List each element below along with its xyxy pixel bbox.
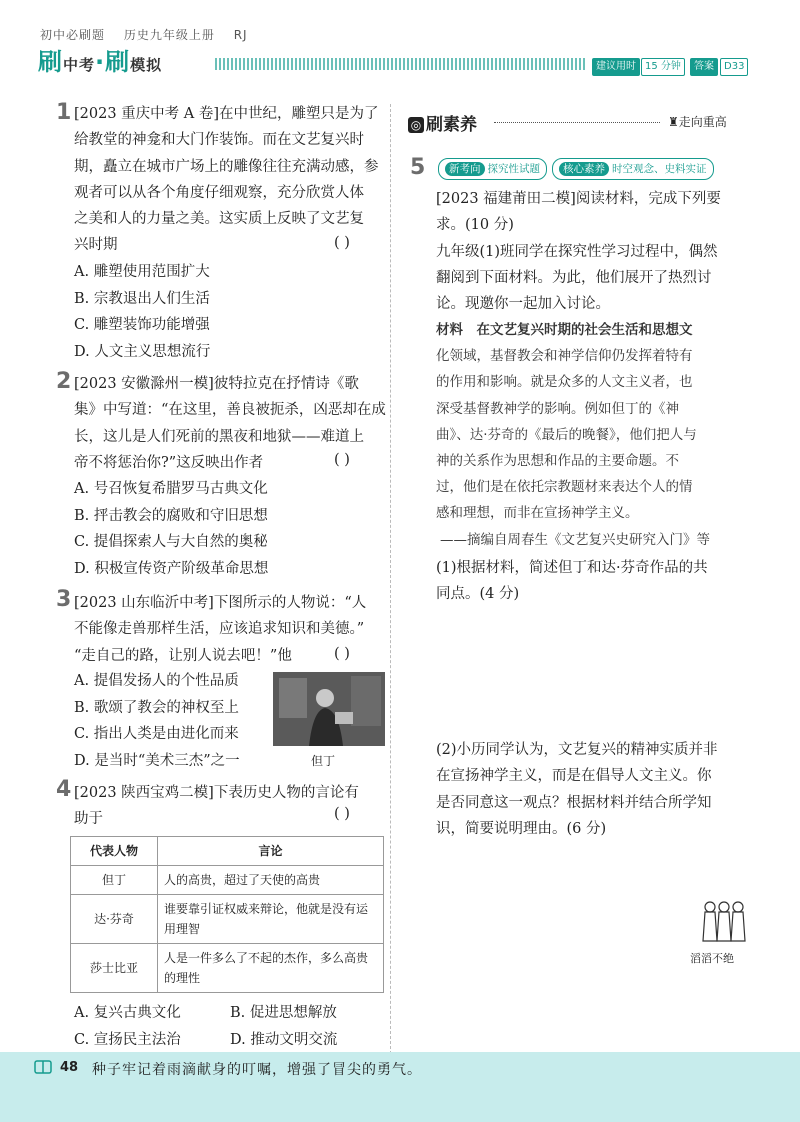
tag-badge: 新考向	[445, 162, 485, 176]
question-number: 4	[56, 777, 72, 802]
text-line: 深受基督教神学的影响。例如但丁的《神	[436, 400, 679, 417]
option-c[interactable]: C. 宣扬民主法治	[74, 1031, 181, 1048]
table-row	[71, 895, 384, 944]
text-line: 过，他们是在依托宗教题材来表达个人的情	[436, 479, 693, 496]
text-line: [2023 陕西宝鸡二模]下表历史人物的言论有	[74, 785, 359, 801]
text-line: 同点。(4 分)	[436, 586, 520, 603]
text-line: [2023 山东临沂中考]下图所示的人物说：“人	[74, 595, 367, 611]
title-char: ·刷	[95, 48, 131, 76]
text-line: 给教堂的神龛和大门作装饰。而在文艺复兴时	[74, 132, 364, 149]
text-line: 不能像走兽那样生活，应该追求知识和美德。”	[74, 621, 365, 638]
table-row	[71, 944, 384, 993]
text-line: 之美和人的力量之美。这实质上反映了文艺复	[74, 211, 364, 228]
trophy-icon: ♜	[668, 115, 679, 129]
section-title-text: 刷素养	[426, 115, 477, 135]
mascot-caption: 滔滔不绝	[690, 952, 734, 965]
page-title	[38, 42, 162, 77]
text-line: 助于	[74, 811, 103, 828]
tag-core-literacy	[552, 158, 714, 180]
text-line: 曲》、达·芬奇的《最后的晚餐》，他们把人与	[436, 426, 697, 443]
question-number: 5	[410, 155, 426, 180]
answer-blank[interactable]: ( )	[334, 646, 350, 662]
text-line: 长，这儿是人们死前的黑夜和地狱——难道上	[74, 428, 364, 445]
quote-table	[70, 836, 384, 993]
text-line: 化领域，基督教会和神学信仰仍发挥着特有	[436, 348, 693, 365]
tag-badge: 核心素养	[559, 162, 609, 176]
table-cell: 人的高贵，超过了天使的高贵	[158, 866, 384, 895]
answer-page: D33	[720, 58, 748, 76]
portrait-illustration	[273, 672, 385, 746]
text-line: 的作用和影响。就是众多的人文主义者，也	[436, 374, 693, 391]
text-line: 神的关系作为思想和作品的主要命题。不	[436, 453, 679, 470]
question-3-options	[74, 668, 240, 774]
section-divider	[494, 122, 660, 123]
title-word: 中考	[63, 56, 96, 74]
table-cell: 但丁	[71, 866, 158, 895]
option-c[interactable]: C. 雕塑装饰功能增强	[74, 317, 210, 333]
option-c[interactable]: C. 指出人类是由进化而来	[74, 726, 239, 742]
subject-name: 历史九年级上册	[123, 28, 215, 42]
text-line: 识，简要说明理由。(6 分)	[436, 820, 607, 837]
text-line: 集》中写道：“在这里，善良被扼杀，凶恶却在成	[74, 402, 386, 419]
answer-blank[interactable]: ( )	[334, 806, 350, 822]
table-cell: 人是一件多么了不起的杰作，多么高贵的理性	[158, 944, 384, 993]
question-number: 3	[56, 587, 72, 612]
title-char: 刷	[38, 48, 63, 76]
text-line: 求。(10 分)	[436, 217, 514, 234]
tag-new-direction	[438, 158, 547, 180]
question-4-options	[74, 1000, 390, 1053]
question-5-material	[436, 317, 776, 553]
option-d[interactable]: D. 人文主义思想流行	[74, 343, 211, 360]
title-word: 模拟	[130, 56, 163, 74]
table-cell: 莎士比亚	[71, 944, 158, 993]
text-line: [2023 重庆中考 A 卷]在中世纪，雕塑只是为了	[74, 106, 379, 122]
material-source: ——摘编自周春生《文艺复兴史研究入门》等	[440, 531, 710, 548]
option-a[interactable]: A. 提倡发扬人的个性品质	[74, 673, 239, 689]
answer-blank[interactable]: ( )	[334, 452, 350, 468]
mascot-illustration	[680, 895, 760, 945]
answer-blank[interactable]: ( )	[334, 235, 350, 251]
option-b[interactable]: B. 促进思想解放	[230, 1005, 337, 1021]
table-header-row	[71, 837, 384, 866]
table-header: 代表人物	[71, 837, 158, 866]
header-book-info	[40, 26, 262, 43]
column-divider	[390, 104, 391, 1054]
table-cell: 谁要靠引证权威来辩论，他就是没有运用理智	[158, 895, 384, 944]
text-line: [2023 福建莆田二模]阅读材料，完成下列要	[436, 191, 721, 207]
text-line: 兴时期	[74, 237, 118, 254]
text-line: 是否同意这一观点？根据材料并结合所学知	[436, 794, 712, 811]
page-number: 48	[60, 1060, 79, 1075]
question-5-part-2	[436, 737, 776, 842]
time-label: 建议用时	[592, 58, 640, 76]
text-line: 感和理想，而非在宣扬神学主义。	[436, 505, 639, 522]
text-line: (2)小历同学认为，文艺复兴的精神实质并非	[436, 742, 718, 758]
dante-photo	[273, 672, 385, 746]
text-line: “走自己的路，让别人说去吧！”他	[74, 647, 292, 664]
text-line: 材料 在文艺复兴时期的社会生活和思想文	[436, 322, 693, 338]
option-a[interactable]: A. 号召恢复希腊罗马古典文化	[74, 481, 268, 497]
tag-text: 时空观念、史料实证	[612, 163, 707, 175]
question-number: 2	[56, 369, 72, 394]
answer-label: 答案	[690, 58, 718, 76]
option-d[interactable]: D. 积极宣传资产阶级革命思想	[74, 560, 269, 577]
answer-area-2[interactable]	[436, 850, 676, 1040]
text-line: 翻阅到下面材料。为此，他们展开了热烈讨	[436, 269, 712, 286]
text-line: 帝不将惩治你?”这反映出作者	[74, 454, 264, 471]
option-d[interactable]: D. 推动文明交流	[230, 1031, 338, 1048]
text-line: [2023 安徽滁州一模]彼特拉克在抒情诗《歌	[74, 376, 359, 392]
option-c[interactable]: C. 提倡探索人与大自然的奥秘	[74, 534, 268, 550]
talking-figures-icon	[680, 895, 760, 945]
section-subtitle-text: 走向重高	[678, 115, 727, 129]
question-5-part-1	[436, 555, 776, 608]
table-header: 言论	[158, 837, 384, 866]
time-value: 15 分钟	[641, 58, 685, 76]
section-icon: ◎	[408, 117, 424, 133]
option-a[interactable]: A. 雕塑使用范围扩大	[74, 264, 210, 280]
option-b[interactable]: B. 抨击教会的腐败和守旧思想	[74, 507, 268, 524]
tag-text: 探究性试题	[487, 163, 540, 175]
option-b[interactable]: B. 宗教退出人们生活	[74, 290, 210, 307]
option-d[interactable]: D. 是当时“美术三杰”之一	[74, 752, 240, 769]
section-subtitle	[668, 113, 727, 130]
section-title	[408, 110, 477, 135]
question-5-intro	[436, 186, 776, 317]
question-1-options	[74, 259, 210, 365]
text-line: 论。现邀你一起加入讨论。	[436, 296, 610, 313]
option-a[interactable]: A. 复兴古典文化	[74, 1005, 181, 1021]
question-number: 1	[56, 100, 72, 125]
photo-caption: 但丁	[311, 754, 336, 768]
text-line: (1)根据材料，简述但丁和达·芬奇作品的共	[436, 560, 708, 576]
header-decoration	[215, 58, 585, 70]
edition: RJ	[233, 28, 248, 42]
book-icon	[34, 1058, 52, 1076]
text-line: 在宣扬神学主义，而是在倡导人文主义。你	[436, 768, 712, 785]
option-b[interactable]: B. 歌颂了教会的神权至上	[74, 699, 239, 716]
footer-motto: 种子牢记着雨滴献身的叮嘱，增强了冒尖的勇气。	[92, 1062, 422, 1078]
question-2-options	[74, 476, 268, 582]
text-line: 期，矗立在城市广场上的雕像往往充满动感，参	[74, 158, 379, 175]
text-line: 九年级(1)班同学在探究性学习过程中，偶然	[436, 243, 718, 260]
table-cell: 达·芬奇	[71, 895, 158, 944]
answer-area-1[interactable]	[436, 615, 776, 725]
book-name: 初中必刷题	[40, 28, 106, 42]
text-line: 观者可以从各个角度仔细观察，充分欣赏人体	[74, 184, 364, 201]
table-row	[71, 866, 384, 895]
